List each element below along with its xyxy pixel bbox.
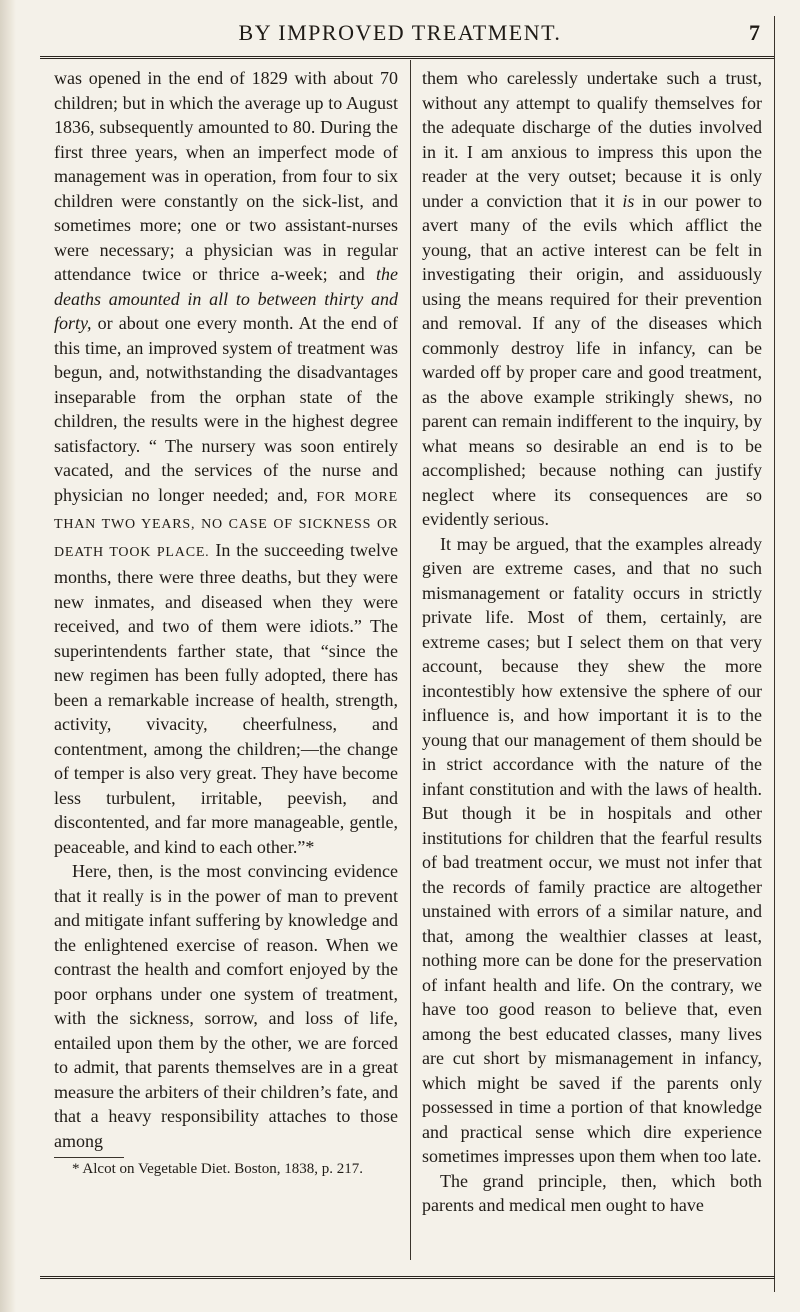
page-number: 7: [749, 20, 760, 45]
left-p1-italic: the deaths amounted in all to between thirty and forty,: [54, 264, 399, 333]
column-divider: [410, 60, 411, 1260]
footnote: * Alcot on Vegetable Diet. Boston, 1838, p. 217.: [72, 1161, 363, 1177]
left-p1-smallcaps: FOR MORE THAN TWO YEARS, NO CASE OF SICKNESS OR DEATH TOOK PLACE.: [54, 489, 398, 560]
left-paragraph-1: [54, 66, 398, 859]
footnote-rule: [54, 1157, 124, 1158]
right-p1-italic: is: [622, 190, 635, 211]
right-paragraph-3: The grand principle, then, which both parents and medical men ought to have: [422, 1170, 762, 1215]
left-p1-text-a: was opened in the end of 1829 with about 70 children; but in which the average up to August 1836, subsequently amounted to 80. During the first three years, when an imperfect mode of management was in operation, from four to six children were constantly on the sick-list, and sometimes more; one or two assistant-nurses were necessary; a physician was in regular attendance twice or thrice a-week; and: [54, 68, 398, 284]
header-rule: [40, 56, 775, 59]
left-column: [54, 66, 398, 1179]
running-title: BY IMPROVED TREATMENT.: [238, 20, 562, 45]
left-paragraph-2: Here, then, is the most convincing evidence that it really is in the power of man to prevent and mitigate infant suffering by knowledge and the enlightened exercise of reason. When we contrast the health and comfort enjoyed by the poor orphans under one system of treatment, with the sickness, sorrow, and loss of life, entailed upon them by the other, we are forced to admit, that parents themselves are in a great measure the arbiters of their children’s fate, and that a heavy responsibility attaches to those among: [54, 861, 398, 1151]
footer-rule: [40, 1276, 775, 1279]
right-paragraph-1: [422, 66, 762, 532]
right-p1-text-a: them who carelessly undertake such a trust, without any attempt to qualify themselves for the adequate discharge of the duties involved in it. I am anxious to impress this upon the reader at the very outset; because it is only under a conviction that it: [422, 68, 762, 211]
right-p1-text-b: in our power to avert many of the evils which afflict the young, that an active interest can be felt in investigating their origin, and assiduously using the means required for their prevention and removal. If any of the diseases which commonly destroy life in infancy, can be warded off by proper care and good treatment, as the above example strikingly shews, no parent can remain indifferent to the inquiry, by what means so desirable an end is to be accomplished; because nothing can justify neglect where its consequences are so evidently serious.: [422, 190, 762, 529]
right-paragraph-2: It may be argued, that the examples already given are extreme cases, and that no such mismanagement or fatality occurs in strictly private life. Most of them, certainly, are extreme cases; but I select them on that very account, because they shew the more incontestibly how extensive the sphere of our influence is, and how important it is to the young that our management of them should be in strict accordance with the nature of the infant constitution and with the laws of health. But though it be in hospitals and other institutions for children that the fearful results of bad treatment occur, we must not infer that the records of family practice are altogether unstained with errors of a similar nature, and that, among the wealthier classes at least, nothing more can be done for the preservation of infant health and life. On the contrary, we have too good reason to believe that, even among the best educated classes, many lives are cut short by mismanagement in infancy, which might be saved if the parents only possessed in time a portion of that knowledge and practical sense which dire experience sometimes impresses upon them when too late.: [422, 533, 762, 1166]
right-column: [422, 66, 762, 1218]
left-p1-text-b: or about one every month. At the end of this time, an improved system of treatment was begun, and, notwithstanding the disadvantages inseparable from the orphan state of the children, the results were in the highest degree satisfactory. “ The nursery was soon entirely vacated, and the services of the nurse and physician no longer needed; and,: [54, 313, 398, 505]
left-p1-text-c: In the succeeding twelve months, there were three deaths, but they were new inmates, and diseased when they were received, and two of them were idiots.” The superintendents farther state, that “since the new regimen has been fully adopted, there has been a remarkable increase of health, strength, activity, vivacity, cheerfulness, and contentment, among the children;—the change of temper is also very great. They have become less turbulent, irritable, peevish, and discontented, and far more manageable, gentle, peaceable, and kind to each other.”*: [54, 539, 398, 857]
running-head: [40, 20, 760, 50]
right-edge-rule: [774, 16, 775, 1292]
binding-edge: [0, 0, 16, 1312]
